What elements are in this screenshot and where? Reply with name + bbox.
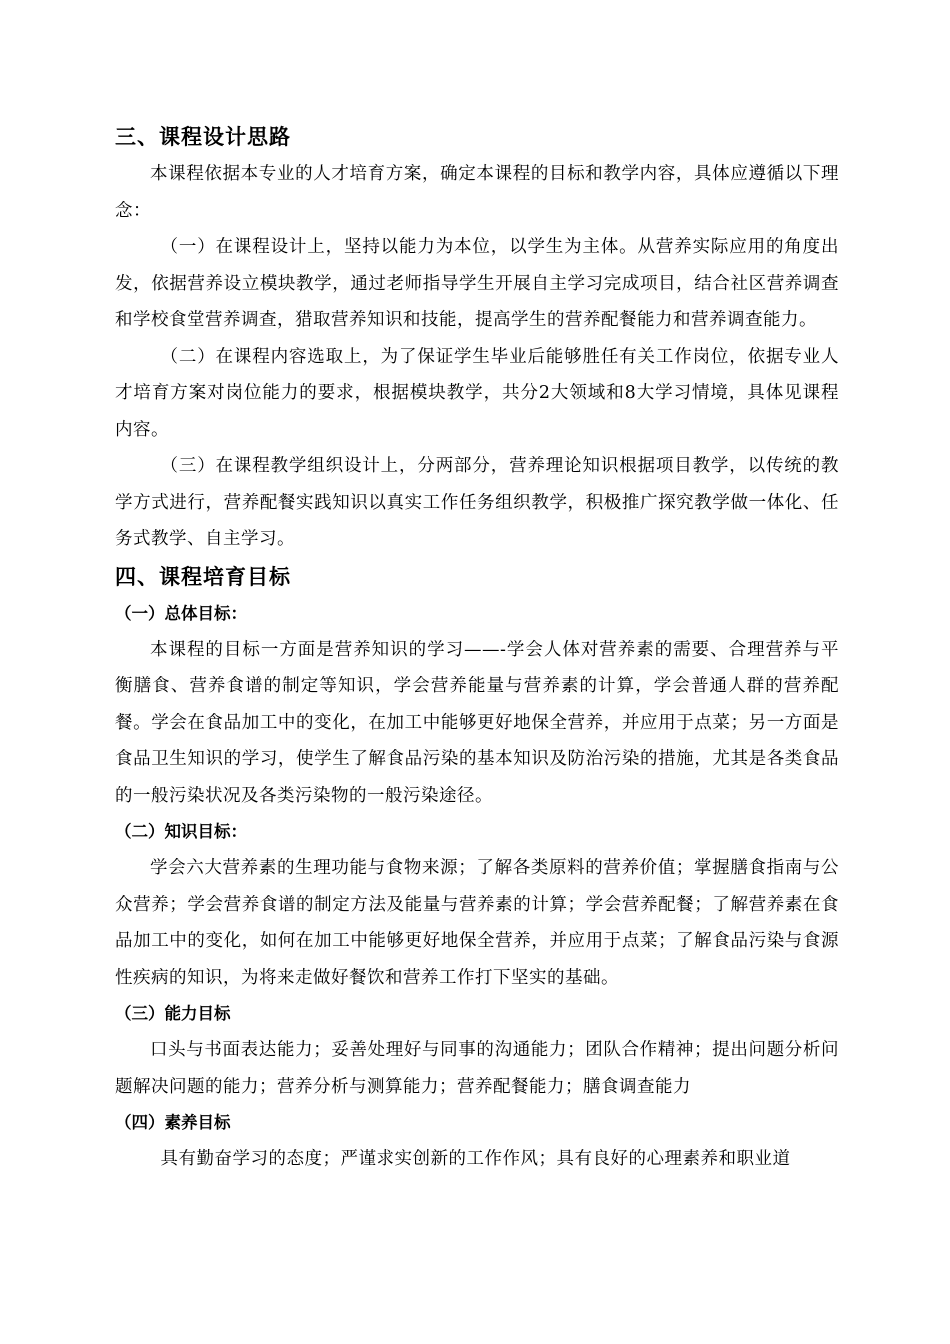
paragraph-ability-goal: 口头与书面表达能力；妥善处理好与同事的沟通能力；团队合作精神；提出问题分析问题解决问题的能力；营养分析与测算能力；营养配餐能力；膳食调查能力 (115, 1040, 839, 1097)
paragraph-design-point-1: （一）在课程设计上，坚持以能力为本位，以学生为主体。从营养实际应用的角度出发，依据营养设立模块教学，通过老师指导学生开展自主学习完成项目，结合社区营养调查和学校食堂营养调查，猎取营养知识和技能，提高学生的营养配餐能力和营养调查能力。 (115, 237, 839, 330)
paragraph-course-design-intro: 本课程依据本专业的人才培育方案，确定本课程的目标和教学内容，具体应遵循以下理念： (115, 164, 839, 221)
section-heading-course-goals: 四、课程培育目标 (115, 564, 291, 589)
subheading-quality-goal: （四）素养目标 (115, 1113, 231, 1132)
paragraph-overall-goal: 本课程的目标一方面是营养知识的学习——-学会人体对营养素的需要、合理营养与平衡膳食、营养食谱的制定等知识，学会营养能量与营养素的计算，学会普通人群的营养配餐。学会在食品加工中的变化，在加工中能够更好地保全营养，并应用于点菜；另一方面是食品卫生知识的学习，使学生了解食品污染的基本知识及防治污染的措施，尤其是各类食品的一般污染状况及各类污染物的一般污染途径。 (115, 639, 839, 806)
document-body (115, 118, 839, 1178)
section-heading-course-design: 三、课程设计思路 (115, 125, 291, 149)
subheading-knowledge-goal: （二）知识目标： (115, 822, 247, 841)
subheading-overall-goal: （一）总体目标： (115, 603, 247, 623)
paragraph-knowledge-goal: 学会六大营养素的生理功能与食物来源；了解各类原料的营养价值；掌握膳食指南与公众营养；学会营养食谱的制定方法及能量与营养素的计算；学会营养配餐；了解营养素在食品加工中的变化，如何在加工中能够更好地保全营养，并应用于点菜；了解食品污染与食源性疾病的知识，为将来走做好餐饮和营养工作打下坚实的基础。 (115, 858, 839, 988)
paragraph-design-point-2: （二）在课程内容选取上，为了保证学生毕业后能够胜任有关工作岗位，依据专业人才培育方案对岗位能力的要求，根据模块教学，共分2大领域和8大学习情境，具体见课程内容。 (115, 346, 839, 440)
paragraph-design-point-3: （三）在课程教学组织设计上，分两部分，营养理论知识根据项目教学，以传统的教学方式进行，营养配餐实践知识以真实工作任务组织教学，积极推广探究教学做一体化、任务式教学、自主学习。 (115, 456, 839, 549)
paragraph-quality-goal: 具有勤奋学习的态度；严谨求实创新的工作作风；具有良好的心理素养和职业道 (160, 1149, 791, 1169)
subheading-ability-goal: （三）能力目标 (115, 1004, 231, 1023)
